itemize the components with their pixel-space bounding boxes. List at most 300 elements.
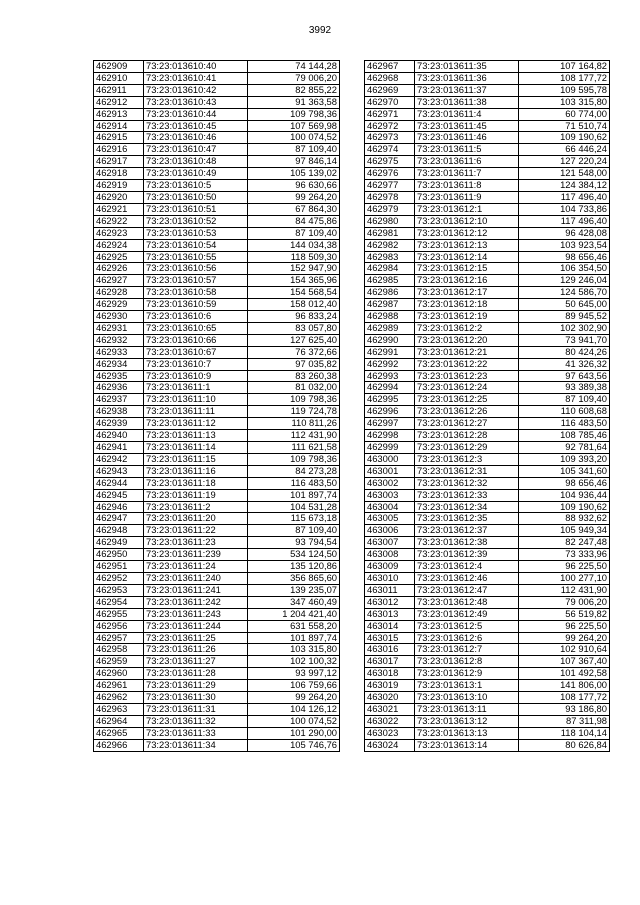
record-number-cell: 462976: [365, 168, 415, 180]
table-row: [365, 180, 610, 192]
record-number-cell: 462975: [365, 156, 415, 168]
value-cell: 102 100,32: [248, 656, 340, 668]
table-row: [94, 263, 340, 275]
record-number-cell: 463008: [365, 549, 415, 561]
record-number-cell: 462917: [94, 156, 144, 168]
table-row: [365, 418, 610, 430]
value-cell: 110 608,68: [519, 406, 610, 418]
table-row: [365, 287, 610, 299]
cadastral-number-cell: 73:23:013610:41: [144, 72, 248, 84]
record-number-cell: 462955: [94, 608, 144, 620]
record-number-cell: 462986: [365, 287, 415, 299]
record-number-cell: 463020: [365, 692, 415, 704]
table-row: [94, 501, 340, 513]
cadastral-number-cell: 73:23:013611:26: [144, 644, 248, 656]
table-row: [365, 477, 610, 489]
cadastral-number-cell: 73:23:013610:57: [144, 275, 248, 287]
record-number-cell: 462989: [365, 322, 415, 334]
record-number-cell: 463007: [365, 537, 415, 549]
table-row: [365, 72, 610, 84]
record-number-cell: 463021: [365, 703, 415, 715]
cadastral-number-cell: 73:23:013611:1: [144, 382, 248, 394]
table-row: [94, 191, 340, 203]
record-number-cell: 462918: [94, 168, 144, 180]
table-row: [365, 61, 610, 73]
record-number-cell: 463000: [365, 453, 415, 465]
record-number-cell: 462983: [365, 251, 415, 263]
table-row: [94, 334, 340, 346]
value-cell: 92 781,64: [519, 442, 610, 454]
record-number-cell: 463018: [365, 668, 415, 680]
table-row: [365, 84, 610, 96]
table-row: [94, 656, 340, 668]
table-row: [365, 108, 610, 120]
table-row: [365, 406, 610, 418]
table-row: [365, 561, 610, 573]
table-row: [94, 382, 340, 394]
value-cell: 97 643,56: [519, 370, 610, 382]
record-number-cell: 463003: [365, 489, 415, 501]
record-number-cell: 462974: [365, 144, 415, 156]
record-number-cell: 462971: [365, 108, 415, 120]
cadastral-number-cell: 73:23:013610:66: [144, 334, 248, 346]
value-cell: 87 109,40: [519, 394, 610, 406]
table-row: [94, 513, 340, 525]
value-cell: 107 367,40: [519, 656, 610, 668]
left-register-table: [93, 60, 340, 752]
table-row: [94, 596, 340, 608]
record-number-cell: 462987: [365, 299, 415, 311]
record-number-cell: 462945: [94, 489, 144, 501]
cadastral-number-cell: 73:23:013610:50: [144, 191, 248, 203]
cadastral-number-cell: 73:23:013610:55: [144, 251, 248, 263]
record-number-cell: 462961: [94, 680, 144, 692]
table-row: [365, 513, 610, 525]
value-cell: 121 548,00: [519, 168, 610, 180]
cadastral-number-cell: 73:23:013612:2: [415, 322, 519, 334]
value-cell: 87 311,98: [519, 715, 610, 727]
page-number: 3992: [308, 25, 332, 36]
table-row: [94, 227, 340, 239]
record-number-cell: 462970: [365, 96, 415, 108]
cadastral-number-cell: 73:23:013612:25: [415, 394, 519, 406]
record-number-cell: 462914: [94, 120, 144, 132]
table-row: [94, 715, 340, 727]
record-number-cell: 462995: [365, 394, 415, 406]
value-cell: 84 475,86: [248, 215, 340, 227]
record-number-cell: 462996: [365, 406, 415, 418]
record-number-cell: 462910: [94, 72, 144, 84]
record-number-cell: 463011: [365, 584, 415, 596]
cadastral-number-cell: 73:23:013611:20: [144, 513, 248, 525]
record-number-cell: 462919: [94, 180, 144, 192]
table-row: [94, 120, 340, 132]
cadastral-number-cell: 73:23:013611:30: [144, 692, 248, 704]
table-row: [94, 430, 340, 442]
table-row: [365, 465, 610, 477]
table-row: [94, 358, 340, 370]
value-cell: 91 363,58: [248, 96, 340, 108]
record-number-cell: 463006: [365, 525, 415, 537]
record-number-cell: 462973: [365, 132, 415, 144]
table-row: [365, 442, 610, 454]
table-row: [365, 453, 610, 465]
cadastral-number-cell: 73:23:013612:8: [415, 656, 519, 668]
table-row: [94, 287, 340, 299]
cadastral-number-cell: 73:23:013612:5: [415, 620, 519, 632]
table-row: [365, 96, 610, 108]
value-cell: 152 947,90: [248, 263, 340, 275]
table-row: [94, 584, 340, 596]
record-number-cell: 462978: [365, 191, 415, 203]
cadastral-number-cell: 73:23:013612:33: [415, 489, 519, 501]
table-row: [94, 108, 340, 120]
cadastral-number-cell: 73:23:013613:13: [415, 727, 519, 739]
record-number-cell: 463013: [365, 608, 415, 620]
cadastral-number-cell: 73:23:013611:10: [144, 394, 248, 406]
value-cell: 96 428,08: [519, 227, 610, 239]
value-cell: 154 365,96: [248, 275, 340, 287]
cadastral-number-cell: 73:23:013611:24: [144, 561, 248, 573]
record-number-cell: 462972: [365, 120, 415, 132]
cadastral-number-cell: 73:23:013613:10: [415, 692, 519, 704]
record-number-cell: 463009: [365, 561, 415, 573]
record-number-cell: 462911: [94, 84, 144, 96]
record-number-cell: 462947: [94, 513, 144, 525]
cadastral-number-cell: 73:23:013612:29: [415, 442, 519, 454]
left-table-body: [94, 61, 340, 752]
cadastral-number-cell: 73:23:013612:7: [415, 644, 519, 656]
cadastral-number-cell: 73:23:013610:58: [144, 287, 248, 299]
value-cell: 135 120,86: [248, 561, 340, 573]
value-cell: 87 109,40: [248, 144, 340, 156]
table-row: [94, 299, 340, 311]
record-number-cell: 462931: [94, 322, 144, 334]
record-number-cell: 462969: [365, 84, 415, 96]
record-number-cell: 462980: [365, 215, 415, 227]
table-row: [94, 72, 340, 84]
value-cell: 116 483,50: [519, 418, 610, 430]
record-number-cell: 462949: [94, 537, 144, 549]
cadastral-number-cell: 73:23:013611:239: [144, 549, 248, 561]
cadastral-number-cell: 73:23:013612:12: [415, 227, 519, 239]
value-cell: 101 290,00: [248, 727, 340, 739]
table-row: [94, 239, 340, 251]
record-number-cell: 462943: [94, 465, 144, 477]
record-number-cell: 462966: [94, 739, 144, 751]
cadastral-number-cell: 73:23:013612:19: [415, 311, 519, 323]
record-number-cell: 462915: [94, 132, 144, 144]
record-number-cell: 462944: [94, 477, 144, 489]
table-row: [365, 501, 610, 513]
cadastral-number-cell: 73:23:013610:65: [144, 322, 248, 334]
value-cell: 96 630,66: [248, 180, 340, 192]
value-cell: 109 190,62: [519, 501, 610, 513]
right-table-body: [365, 61, 610, 752]
cadastral-number-cell: 73:23:013612:46: [415, 572, 519, 584]
record-number-cell: 462950: [94, 549, 144, 561]
cadastral-number-cell: 73:23:013612:48: [415, 596, 519, 608]
value-cell: 97 846,14: [248, 156, 340, 168]
value-cell: 93 186,80: [519, 703, 610, 715]
table-row: [94, 144, 340, 156]
table-row: [365, 322, 610, 334]
value-cell: 93 389,38: [519, 382, 610, 394]
record-number-cell: 463012: [365, 596, 415, 608]
table-row: [365, 632, 610, 644]
value-cell: 104 126,12: [248, 703, 340, 715]
cadastral-number-cell: 73:23:013610:51: [144, 203, 248, 215]
cadastral-number-cell: 73:23:013612:9: [415, 668, 519, 680]
cadastral-number-cell: 73:23:013612:18: [415, 299, 519, 311]
table-row: [94, 215, 340, 227]
cadastral-number-cell: 73:23:013612:6: [415, 632, 519, 644]
record-number-cell: 462936: [94, 382, 144, 394]
cadastral-number-cell: 73:23:013610:46: [144, 132, 248, 144]
record-number-cell: 462985: [365, 275, 415, 287]
value-cell: 81 032,00: [248, 382, 340, 394]
cadastral-number-cell: 73:23:013611:27: [144, 656, 248, 668]
table-row: [94, 251, 340, 263]
cadastral-number-cell: 73:23:013612:14: [415, 251, 519, 263]
value-cell: 101 492,58: [519, 668, 610, 680]
value-cell: 96 225,50: [519, 620, 610, 632]
table-row: [94, 537, 340, 549]
cadastral-number-cell: 73:23:013611:14: [144, 442, 248, 454]
cadastral-number-cell: 73:23:013611:28: [144, 668, 248, 680]
record-number-cell: 462965: [94, 727, 144, 739]
record-number-cell: 462932: [94, 334, 144, 346]
cadastral-number-cell: 73:23:013611:35: [415, 61, 519, 73]
value-cell: 99 264,20: [248, 191, 340, 203]
value-cell: 127 220,24: [519, 156, 610, 168]
record-number-cell: 462939: [94, 418, 144, 430]
cadastral-number-cell: 73:23:013610:42: [144, 84, 248, 96]
cadastral-number-cell: 73:23:013611:19: [144, 489, 248, 501]
value-cell: 115 673,18: [248, 513, 340, 525]
cadastral-number-cell: 73:23:013611:7: [415, 168, 519, 180]
record-number-cell: 463010: [365, 572, 415, 584]
record-number-cell: 462913: [94, 108, 144, 120]
value-cell: 93 794,54: [248, 537, 340, 549]
table-row: [94, 489, 340, 501]
record-number-cell: 462946: [94, 501, 144, 513]
table-row: [365, 430, 610, 442]
value-cell: 82 855,22: [248, 84, 340, 96]
record-number-cell: 462959: [94, 656, 144, 668]
table-row: [365, 394, 610, 406]
table-row: [94, 96, 340, 108]
record-number-cell: 463016: [365, 644, 415, 656]
table-row: [94, 465, 340, 477]
cadastral-number-cell: 73:23:013611:22: [144, 525, 248, 537]
record-number-cell: 462962: [94, 692, 144, 704]
cadastral-number-cell: 73:23:013612:26: [415, 406, 519, 418]
value-cell: 105 949,34: [519, 525, 610, 537]
record-number-cell: 463015: [365, 632, 415, 644]
cadastral-number-cell: 73:23:013612:10: [415, 215, 519, 227]
value-cell: 1 204 421,40: [248, 608, 340, 620]
value-cell: 73 333,96: [519, 549, 610, 561]
record-number-cell: 462988: [365, 311, 415, 323]
table-row: [365, 275, 610, 287]
value-cell: 117 496,40: [519, 215, 610, 227]
record-number-cell: 463022: [365, 715, 415, 727]
table-row: [94, 703, 340, 715]
table-row: [365, 156, 610, 168]
value-cell: 158 012,40: [248, 299, 340, 311]
value-cell: 99 264,20: [248, 692, 340, 704]
cadastral-number-cell: 73:23:013611:5: [415, 144, 519, 156]
cadastral-number-cell: 73:23:013612:4: [415, 561, 519, 573]
cadastral-number-cell: 73:23:013611:4: [415, 108, 519, 120]
value-cell: 100 074,52: [248, 132, 340, 144]
table-row: [365, 727, 610, 739]
cadastral-number-cell: 73:23:013610:44: [144, 108, 248, 120]
cadastral-number-cell: 73:23:013612:21: [415, 346, 519, 358]
table-row: [365, 608, 610, 620]
value-cell: 93 997,12: [248, 668, 340, 680]
value-cell: 79 006,20: [248, 72, 340, 84]
value-cell: 105 341,60: [519, 465, 610, 477]
cadastral-number-cell: 73:23:013610:53: [144, 227, 248, 239]
value-cell: 41 326,32: [519, 358, 610, 370]
value-cell: 73 941,70: [519, 334, 610, 346]
value-cell: 110 811,26: [248, 418, 340, 430]
cadastral-number-cell: 73:23:013610:5: [144, 180, 248, 192]
cadastral-number-cell: 73:23:013612:22: [415, 358, 519, 370]
cadastral-number-cell: 73:23:013612:16: [415, 275, 519, 287]
value-cell: 98 656,46: [519, 251, 610, 263]
table-row: [365, 549, 610, 561]
value-cell: 87 109,40: [248, 227, 340, 239]
cadastral-number-cell: 73:23:013611:11: [144, 406, 248, 418]
record-number-cell: 463017: [365, 656, 415, 668]
table-row: [94, 418, 340, 430]
value-cell: 109 190,62: [519, 132, 610, 144]
record-number-cell: 462982: [365, 239, 415, 251]
record-number-cell: 462929: [94, 299, 144, 311]
record-number-cell: 462951: [94, 561, 144, 573]
value-cell: 108 785,46: [519, 430, 610, 442]
cadastral-number-cell: 73:23:013611:46: [415, 132, 519, 144]
table-row: [94, 561, 340, 573]
table-row: [94, 549, 340, 561]
table-row: [365, 263, 610, 275]
value-cell: 97 035,82: [248, 358, 340, 370]
cadastral-number-cell: 73:23:013611:25: [144, 632, 248, 644]
table-row: [365, 227, 610, 239]
record-number-cell: 462954: [94, 596, 144, 608]
table-row: [365, 239, 610, 251]
record-number-cell: 462968: [365, 72, 415, 84]
table-row: [94, 739, 340, 751]
value-cell: 104 936,44: [519, 489, 610, 501]
value-cell: 106 354,50: [519, 263, 610, 275]
value-cell: 80 626,84: [519, 739, 610, 751]
cadastral-number-cell: 73:23:013611:8: [415, 180, 519, 192]
record-number-cell: 462937: [94, 394, 144, 406]
value-cell: 104 733,86: [519, 203, 610, 215]
record-number-cell: 462909: [94, 61, 144, 73]
table-row: [94, 322, 340, 334]
cadastral-number-cell: 73:23:013612:20: [415, 334, 519, 346]
cadastral-number-cell: 73:23:013610:49: [144, 168, 248, 180]
record-number-cell: 462927: [94, 275, 144, 287]
value-cell: 127 625,40: [248, 334, 340, 346]
table-row: [94, 668, 340, 680]
record-number-cell: 462994: [365, 382, 415, 394]
value-cell: 56 519,82: [519, 608, 610, 620]
cadastral-number-cell: 73:23:013610:56: [144, 263, 248, 275]
value-cell: 105 139,02: [248, 168, 340, 180]
record-number-cell: 463002: [365, 477, 415, 489]
table-row: [94, 680, 340, 692]
record-number-cell: 462921: [94, 203, 144, 215]
table-row: [94, 608, 340, 620]
table-row: [365, 668, 610, 680]
cadastral-number-cell: 73:23:013610:47: [144, 144, 248, 156]
table-row: [365, 596, 610, 608]
value-cell: 80 424,26: [519, 346, 610, 358]
table-row: [94, 442, 340, 454]
table-row: [94, 632, 340, 644]
value-cell: 118 104,14: [519, 727, 610, 739]
value-cell: 79 006,20: [519, 596, 610, 608]
cadastral-number-cell: 73:23:013611:33: [144, 727, 248, 739]
record-number-cell: 462938: [94, 406, 144, 418]
table-row: [94, 727, 340, 739]
value-cell: 119 724,78: [248, 406, 340, 418]
record-number-cell: 462920: [94, 191, 144, 203]
right-register-table: [364, 60, 610, 752]
record-number-cell: 462993: [365, 370, 415, 382]
value-cell: 129 246,04: [519, 275, 610, 287]
value-cell: 139 235,07: [248, 584, 340, 596]
table-row: [365, 334, 610, 346]
cadastral-number-cell: 73:23:013613:11: [415, 703, 519, 715]
value-cell: 356 865,60: [248, 572, 340, 584]
record-number-cell: 462922: [94, 215, 144, 227]
table-row: [94, 572, 340, 584]
cadastral-number-cell: 73:23:013612:27: [415, 418, 519, 430]
value-cell: 66 446,24: [519, 144, 610, 156]
cadastral-number-cell: 73:23:013611:32: [144, 715, 248, 727]
record-number-cell: 462990: [365, 334, 415, 346]
value-cell: 60 774,00: [519, 108, 610, 120]
table-row: [365, 358, 610, 370]
record-number-cell: 462967: [365, 61, 415, 73]
table-row: [365, 311, 610, 323]
table-row: [94, 406, 340, 418]
table-row: [365, 203, 610, 215]
value-cell: 74 144,28: [248, 61, 340, 73]
cadastral-number-cell: 73:23:013612:24: [415, 382, 519, 394]
table-row: [94, 180, 340, 192]
table-row: [94, 394, 340, 406]
value-cell: 87 109,40: [248, 525, 340, 537]
cadastral-number-cell: 73:23:013611:243: [144, 608, 248, 620]
record-number-cell: 462956: [94, 620, 144, 632]
cadastral-number-cell: 73:23:013612:13: [415, 239, 519, 251]
value-cell: 116 483,50: [248, 477, 340, 489]
cadastral-number-cell: 73:23:013612:28: [415, 430, 519, 442]
record-number-cell: 462924: [94, 239, 144, 251]
table-row: [365, 572, 610, 584]
value-cell: 631 558,20: [248, 620, 340, 632]
table-row: [94, 275, 340, 287]
table-row: [365, 644, 610, 656]
